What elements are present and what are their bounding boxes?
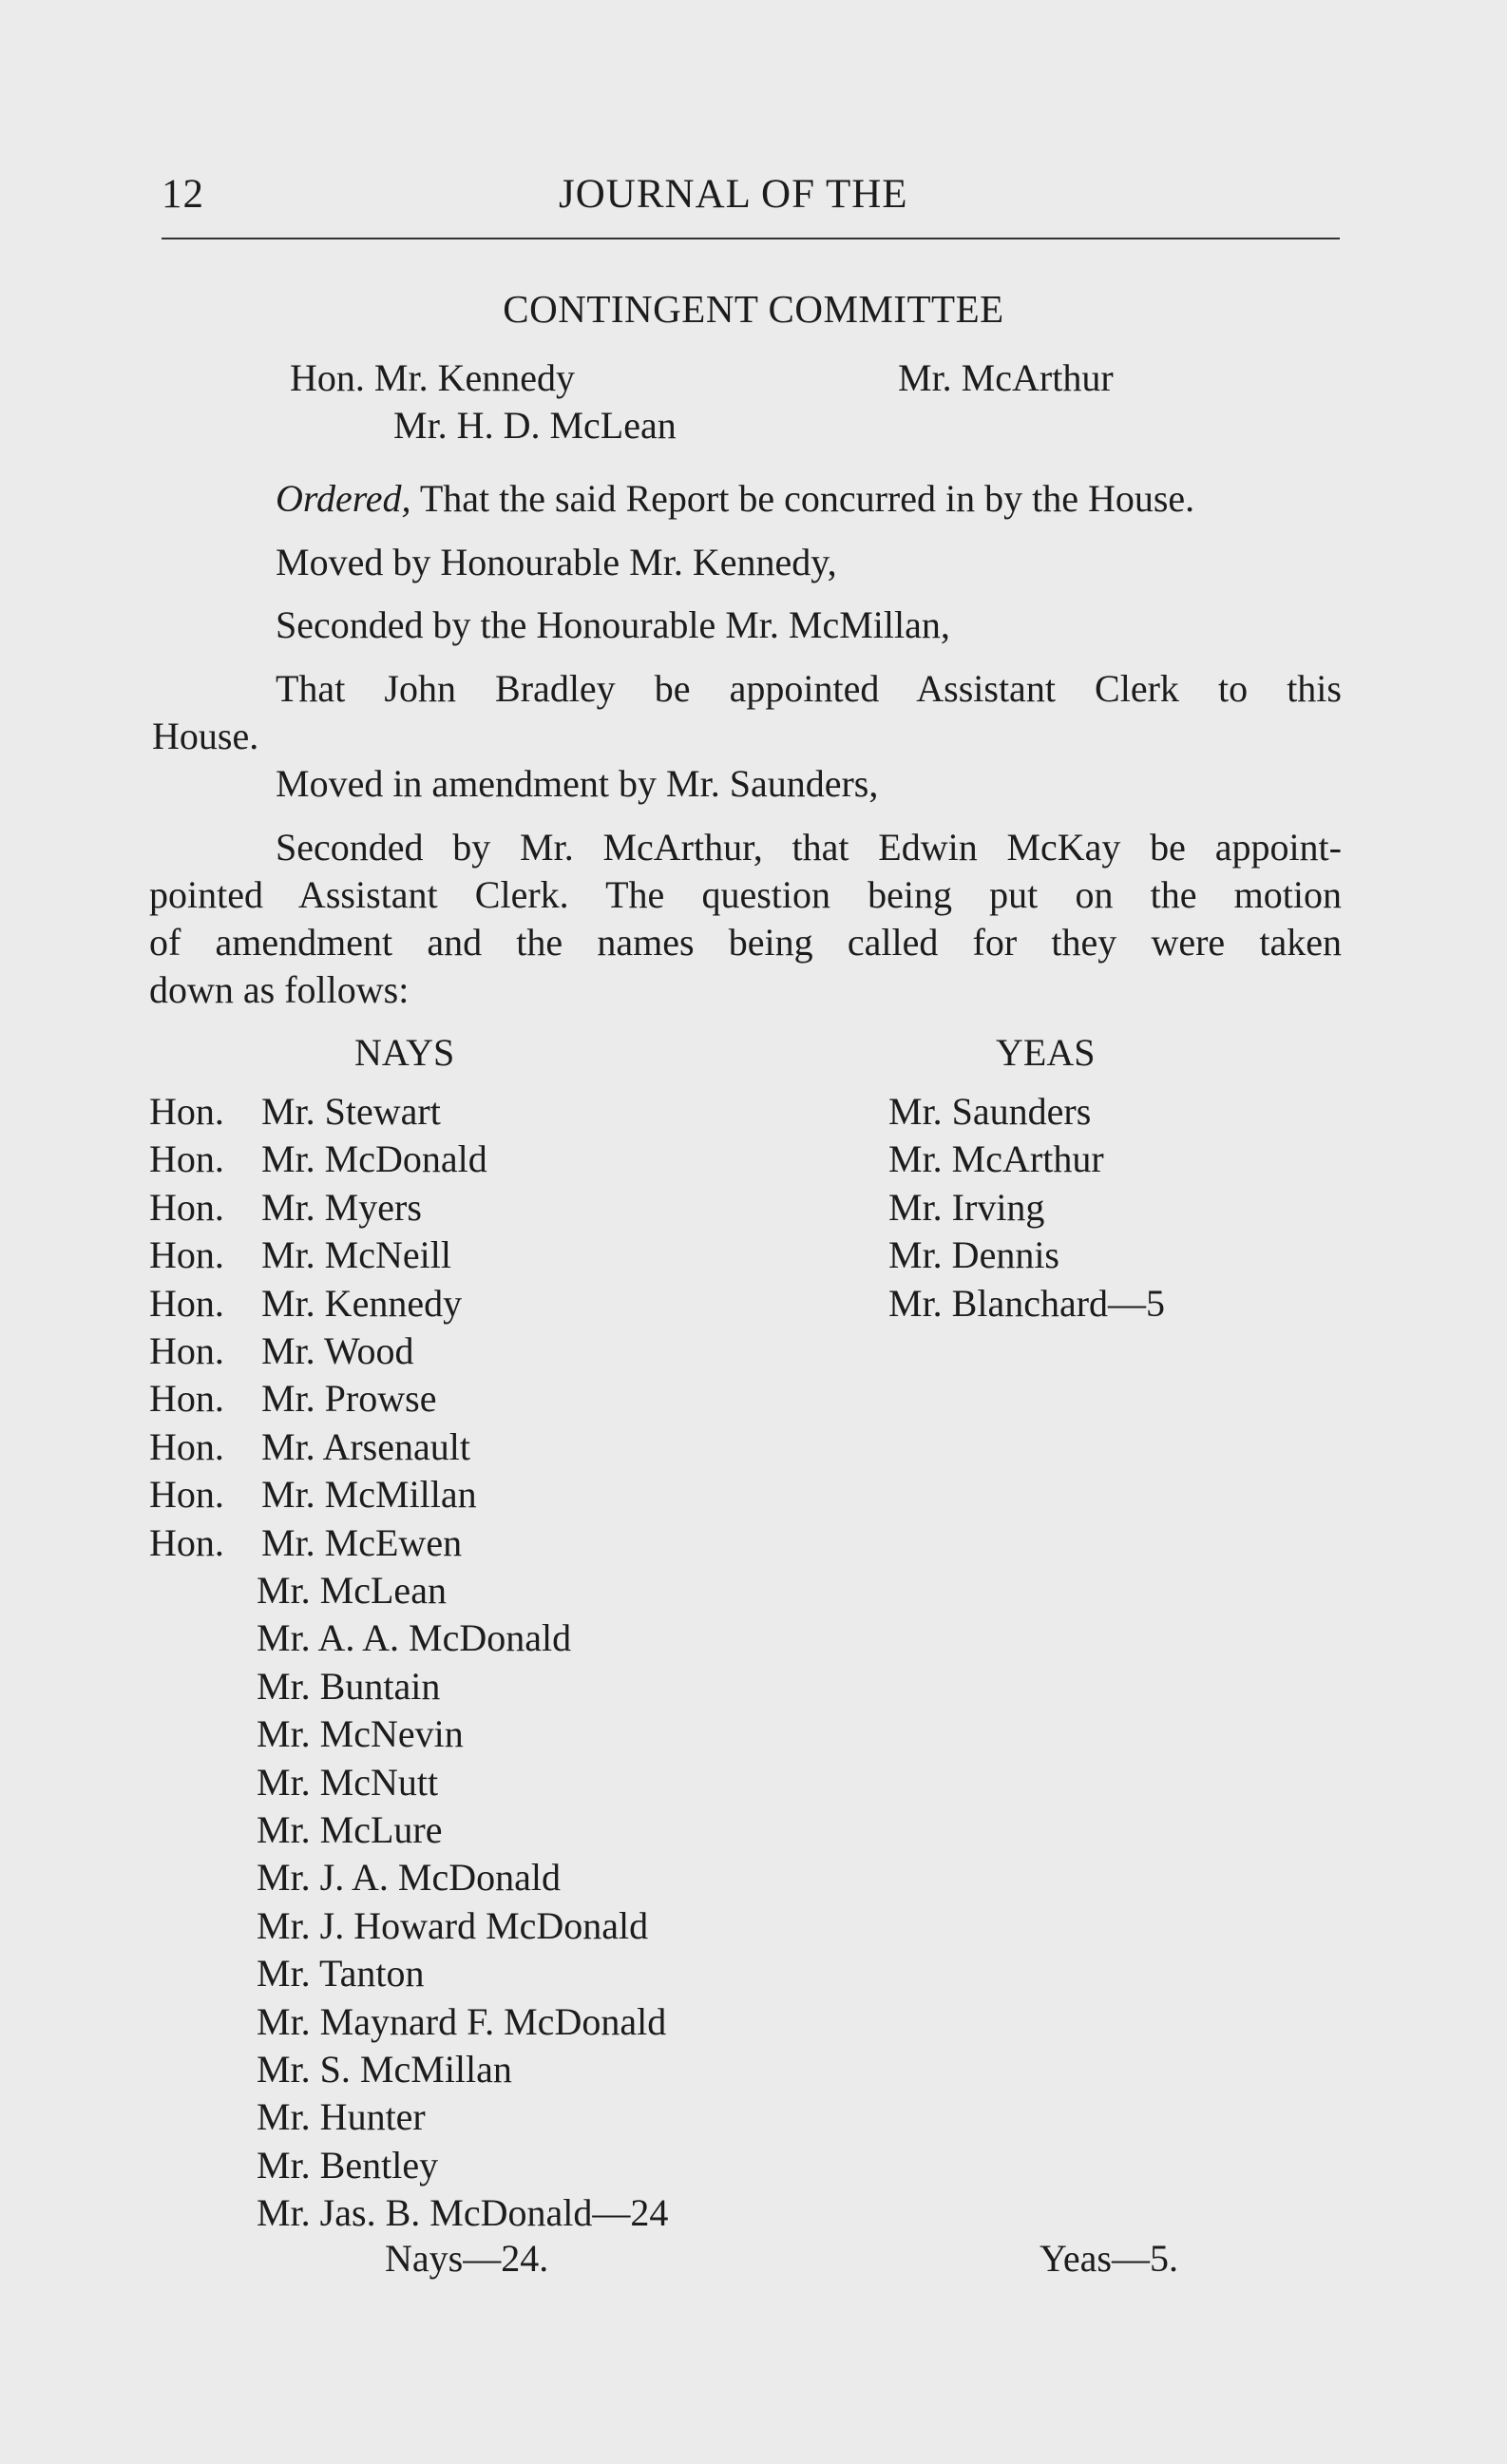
nay-member-name: Mr. Prowse (261, 1377, 437, 1420)
nay-member (149, 1471, 477, 1519)
nay-member-name: Mr. Buntain (257, 1665, 441, 1708)
nay-member (149, 1136, 487, 1183)
nay-member-name: Mr. Tanton (257, 1952, 425, 1995)
yea-member: Mr. Irving (888, 1186, 1045, 1229)
nay-member (257, 2046, 512, 2093)
amendment-line: Moved in amendment by Mr. Saunders, (276, 762, 879, 805)
nay-member-prefix: Hon. (149, 1473, 224, 1516)
nay-member (257, 1806, 443, 1854)
yea-member: Mr. Blanchard—5 (888, 1282, 1166, 1325)
nay-member-prefix: Hon. (149, 1282, 224, 1325)
nay-member (149, 1519, 462, 1567)
committee-member: Mr. McArthur (898, 356, 1114, 399)
amendment-text: down as follows: (149, 968, 410, 1011)
nay-member-name: Mr. S. McMillan (257, 2048, 512, 2091)
nay-member-name: Mr. McLure (257, 1808, 443, 1851)
motion-line: House. (152, 715, 259, 757)
nay-member-name: Mr. Maynard F. McDonald (257, 2000, 667, 2043)
header-rule (162, 238, 1340, 239)
nay-member-name: Mr. McNeill (261, 1233, 451, 1276)
page-number: 12 (162, 172, 204, 217)
yeas-heading: YEAS (996, 1031, 1096, 1074)
nay-member (149, 1184, 422, 1232)
nay-member-name: Mr. A. A. McDonald (257, 1616, 572, 1659)
nay-member (257, 1614, 571, 1662)
nay-member-name: Mr. McMillan (261, 1473, 477, 1516)
nay-member (257, 1663, 440, 1710)
nay-member (149, 1328, 414, 1375)
ordered-paragraph (276, 475, 1194, 523)
committee-title: CONTINGENT COMMITTEE (503, 287, 1004, 331)
nay-member-name: Mr. McDonald (261, 1137, 487, 1180)
committee-member: Hon. Mr. Kennedy (290, 356, 575, 399)
nay-member-name: Mr. Arsenault (261, 1425, 470, 1468)
nay-member-name: Mr. McNutt (257, 1761, 439, 1804)
yea-member: Mr. Saunders (888, 1090, 1092, 1133)
amendment-text: pointed Assistant Clerk. The question being put on the motion (149, 873, 1342, 916)
moved-line: Moved by Honourable Mr. Kennedy, (276, 541, 837, 583)
nay-member (257, 1998, 666, 2046)
yeas-total: Yeas—5. (1040, 2237, 1178, 2280)
nay-member (257, 2093, 426, 2141)
nay-member-prefix: Hon. (149, 1137, 224, 1180)
ordered-word: Ordered, (276, 477, 411, 520)
nay-member-name: Mr. McNevin (257, 1712, 464, 1755)
nay-member (149, 1423, 470, 1471)
nay-member-prefix: Hon. (149, 1425, 224, 1468)
running-title: JOURNAL OF THE (559, 172, 908, 217)
nay-member (149, 1088, 441, 1136)
nay-member (149, 1280, 462, 1328)
nay-member (257, 1710, 464, 1758)
nay-member (257, 1902, 648, 1950)
amendment-text: of amendment and the names being called for they were taken (149, 921, 1342, 964)
seconded-line: Seconded by the Honourable Mr. McMillan, (276, 603, 950, 646)
nay-member-prefix: Hon. (149, 1090, 224, 1133)
nay-member (257, 1759, 438, 1806)
nay-member (257, 1854, 561, 1901)
ordered-text: That the said Report be concurred in by the House. (419, 477, 1195, 520)
nay-member (257, 2142, 438, 2189)
nay-member-name: Mr. McEwen (261, 1521, 463, 1564)
yea-member: Mr. Dennis (888, 1233, 1059, 1276)
nay-member-name: Mr. Stewart (261, 1090, 441, 1133)
nay-member (149, 1375, 436, 1423)
nay-member-name: Mr. Bentley (257, 2144, 439, 2187)
amendment-text: Seconded by Mr. McArthur, that Edwin McKay be appoint- (276, 826, 1342, 869)
nay-member-prefix: Hon. (149, 1521, 224, 1564)
nay-member-name: Mr. Myers (261, 1186, 422, 1229)
committee-member: Mr. H. D. McLean (393, 404, 677, 447)
nay-member-name: Mr. J. A. McDonald (257, 1856, 561, 1899)
nay-member-prefix: Hon. (149, 1377, 224, 1420)
nay-member (257, 2189, 668, 2237)
nay-member (257, 1567, 447, 1614)
nay-member-name: Mr. Hunter (257, 2095, 426, 2138)
nay-member-name: Mr. McLean (257, 1569, 447, 1612)
nay-member-name: Mr. Wood (261, 1329, 414, 1372)
nay-member-name: Mr. Jas. B. McDonald—24 (257, 2191, 669, 2234)
motion-line: That John Bradley be appointed Assistant Clerk to this (276, 667, 1342, 710)
nay-member-prefix: Hon. (149, 1329, 224, 1372)
yea-member: Mr. McArthur (888, 1137, 1104, 1180)
nay-member-prefix: Hon. (149, 1186, 224, 1229)
nay-member (149, 1232, 451, 1279)
nay-member-prefix: Hon. (149, 1233, 224, 1276)
nay-member (257, 1950, 424, 1997)
nay-member-name: Mr. J. Howard McDonald (257, 1904, 649, 1947)
nay-member-name: Mr. Kennedy (261, 1282, 463, 1325)
nays-heading: NAYS (354, 1031, 455, 1074)
nays-total: Nays—24. (385, 2237, 549, 2280)
